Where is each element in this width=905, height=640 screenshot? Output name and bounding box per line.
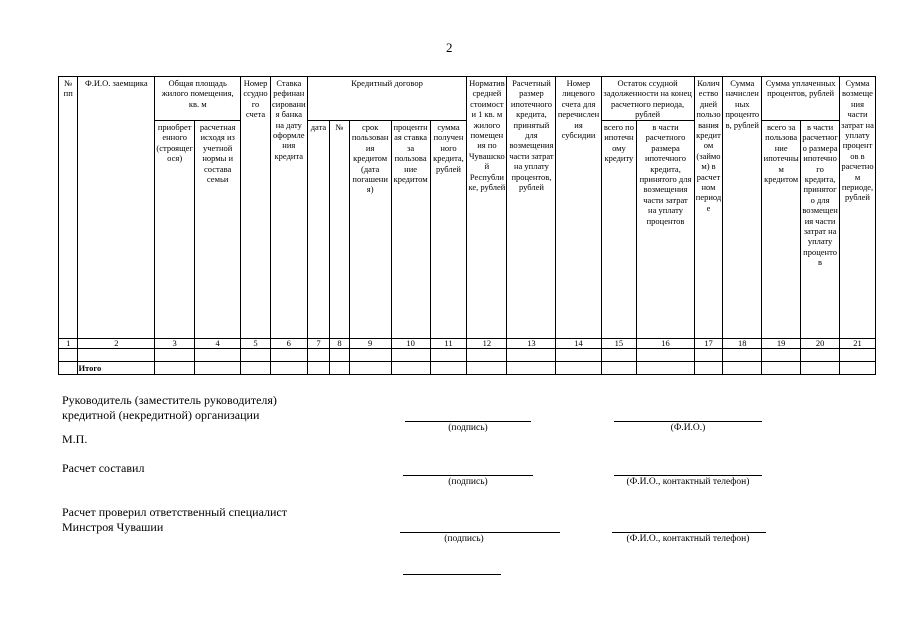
compiled-signature-line [403, 475, 533, 476]
column-number: 5 [241, 339, 271, 349]
checked-fio-caption: (Ф.И.О., контактный телефон) [626, 534, 750, 544]
column-number: 1 [59, 339, 78, 349]
extra-blank-line [403, 574, 501, 575]
header-credit-sum: сумма полученного кредита, рублей [430, 121, 467, 339]
header-area-acquired: приобретенного (строящегося) [155, 121, 195, 339]
header-accrued-interest: Сумма начисленных процентов, рублей [723, 77, 762, 339]
header-balance: Остаток ссудной задолженности на конец расчетного периода, рублей [601, 77, 694, 121]
total-row [59, 362, 876, 375]
column-number: 18 [723, 339, 762, 349]
header-credit-date: дата [307, 121, 330, 339]
column-number: 17 [694, 339, 723, 349]
column-number: 12 [467, 339, 507, 349]
column-number: 3 [155, 339, 195, 349]
header-area-calculated: расчетная исходя из учетной нормы и состава семьи [195, 121, 241, 339]
column-number: 11 [430, 339, 467, 349]
checked-fio-line [612, 532, 766, 533]
header-credit-agreement: Кредитный договор [307, 77, 467, 121]
column-number: 13 [507, 339, 556, 349]
column-number: 10 [391, 339, 430, 349]
header-area: Общая площадь жилого помещения, кв. м [155, 77, 241, 121]
column-number: 4 [195, 339, 241, 349]
column-number: 7 [307, 339, 330, 349]
compiled-signature-caption: (подпись) [448, 477, 488, 487]
head-fio-caption: (Ф.И.О.) [670, 423, 706, 433]
header-fio: Ф.И.О. заемщика [78, 77, 155, 339]
header-credit-number: № [330, 121, 349, 339]
head-label-line2: кредитной (некредитной) организации [62, 408, 260, 422]
column-number: 6 [270, 339, 307, 349]
page-number: 2 [446, 40, 453, 55]
column-number: 19 [762, 339, 801, 349]
header-credit-term: срок пользования кредитом (дата погашения) [349, 121, 391, 339]
column-number: 2 [78, 339, 155, 349]
header-account-number: Номер ссудного счета [241, 77, 271, 339]
compiled-fio-line [614, 475, 762, 476]
header-balance-total: всего по ипотечному кредиту [601, 121, 637, 339]
column-number: 16 [637, 339, 694, 349]
compiled-label: Расчет составил [62, 461, 145, 475]
checked-signature-line [400, 532, 560, 533]
subsidy-calculation-table [58, 76, 876, 375]
header-norm-cost: Норматив средней стоимости 1 кв. м жилого помещения по Чувашской Республике, рублей [467, 77, 507, 339]
header-personal-account: Номер лицевого счета для перечисления субсидии [556, 77, 601, 339]
total-label: Итого [78, 362, 155, 375]
column-number: 9 [349, 339, 391, 349]
table-row [59, 349, 876, 362]
header-balance-part: в части расчетного размера ипотечного кредита, принятого для возмещения части затрат на уплату процентов [637, 121, 694, 339]
column-number: 20 [801, 339, 840, 349]
compiled-fio-caption: (Ф.И.О., контактный телефон) [626, 477, 750, 487]
column-number: 15 [601, 339, 637, 349]
head-fio-line [614, 421, 762, 422]
head-label-line1: Руководитель (заместитель руководителя) [62, 393, 277, 407]
checked-label-line1: Расчет проверил ответственный специалист [62, 505, 287, 519]
header-paid-part: в части расчетного размера ипотечного кредита, принятого для возмещения части затрат на уплату процентов [801, 121, 840, 339]
checked-signature-label [62, 505, 287, 535]
checked-label-line2: Минстроя Чувашии [62, 520, 164, 534]
checked-signature-caption: (подпись) [444, 534, 484, 544]
column-number: 8 [330, 339, 349, 349]
header-paid-total: всего за пользование ипотечным кредитом [762, 121, 801, 339]
head-signature-caption: (подпись) [448, 423, 488, 433]
column-number: 21 [840, 339, 876, 349]
head-signature-line [405, 421, 531, 422]
header-refinancing-rate: Ставка рефинансирования банка на дату оформления кредита [270, 77, 307, 339]
header-compensation: Сумма возмещения части затрат на уплату процентов в расчетном периоде, рублей [840, 77, 876, 339]
header-paid-interest: Сумма уплаченных процентов, рублей [762, 77, 840, 121]
header-days: Количество дней пользования кредитом (займом) в расчетном периоде [694, 77, 723, 339]
header-num: № пп [59, 77, 78, 339]
stamp-label: М.П. [62, 432, 88, 446]
header-calculated-amount: Расчетный размер ипотечного кредита, принятый для возмещения части затрат на уплату процентов, рублей [507, 77, 556, 339]
column-number: 14 [556, 339, 601, 349]
head-signature-label [62, 393, 277, 423]
header-credit-rate: процентная ставка за пользование кредитом [391, 121, 430, 339]
